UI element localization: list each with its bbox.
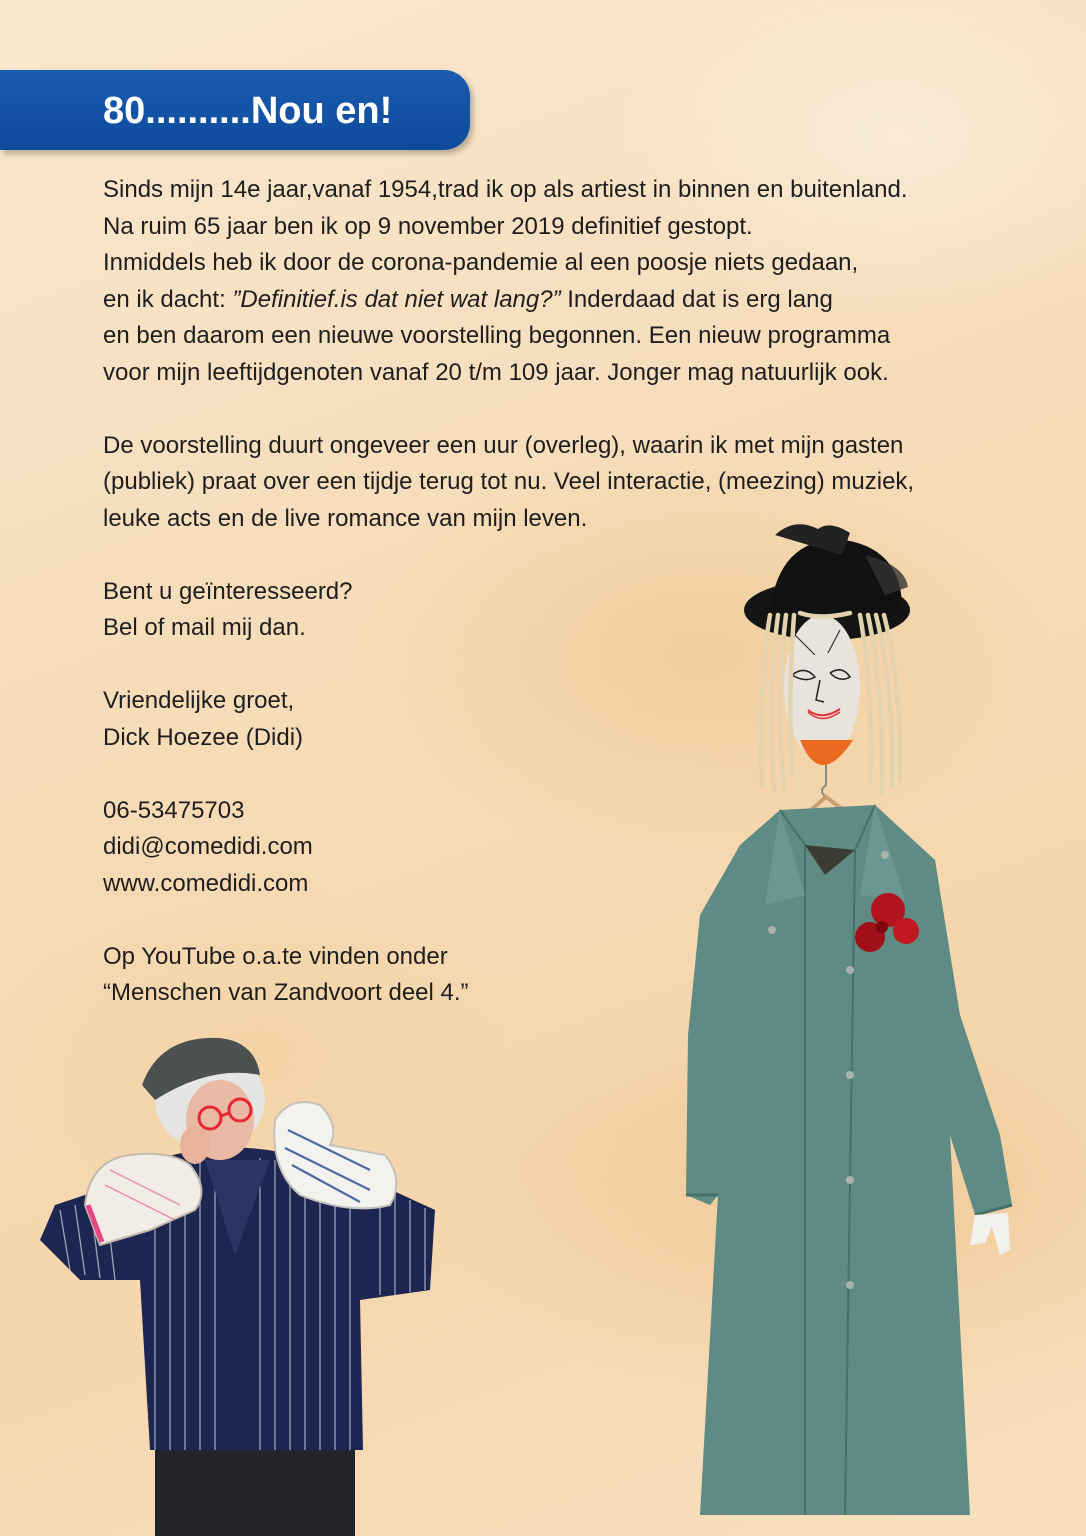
performer-image: [30, 1030, 440, 1536]
intro-line-suffix: Inderdaad dat is erg lang: [560, 285, 833, 313]
intro-line: Inmiddels heb ik door de corona-pandemie al een poosje niets gedaan,: [103, 249, 859, 276]
intro-line-prefix: en ik dacht:: [103, 285, 233, 313]
youtube-line: “Menschen van Zandvoort deel 4.”: [103, 979, 469, 1006]
website-link: www.comedidi.com: [103, 869, 309, 897]
intro-line: en ben daarom een nieuwe voorstelling begonnen. Een nieuw programma: [103, 322, 891, 349]
cta-line: Bel of mail mij dan.: [103, 614, 306, 641]
show-line: leuke acts en de live romance van mijn leven.: [103, 504, 588, 532]
intro-paragraph: [103, 172, 1003, 391]
youtube-line: Op YouTube o.a.te vinden onder: [103, 942, 448, 970]
email-address: didi@comedidi.com: [103, 833, 313, 860]
phone-number: 06-53475703: [103, 796, 245, 824]
page-title: 80..........Nou en!: [103, 90, 393, 132]
show-line: De voorstelling duurt ongeveer een uur (overleg), waarin ik met mijn gasten: [103, 431, 904, 459]
show-line: (publiek) praat over een tijdje terug tot nu. Veel interactie, (meezing) muziek,: [103, 468, 915, 495]
intro-line-quote: [103, 282, 1003, 319]
intro-line: Sinds mijn 14e jaar,vanaf 1954,trad ik op als artiest in binnen en buitenland.: [103, 176, 908, 203]
title-banner: [0, 70, 470, 150]
signoff-greeting: Vriendelijke groet,: [103, 687, 295, 714]
intro-line: Na ruim 65 jaar ben ik op 9 november 2019 definitief gestopt.: [103, 212, 753, 240]
quote-text: ”Definitief.is dat niet wat lang?”: [232, 285, 561, 313]
intro-line: voor mijn leeftijdgenoten vanaf 20 t/m 109 jaar. Jonger mag natuurlijk ook.: [103, 358, 889, 386]
cta-line: Bent u geïnteresseerd?: [103, 577, 353, 605]
signoff-name: Dick Hoezee (Didi): [103, 723, 304, 751]
mannequin-coat-image: [670, 515, 1040, 1536]
